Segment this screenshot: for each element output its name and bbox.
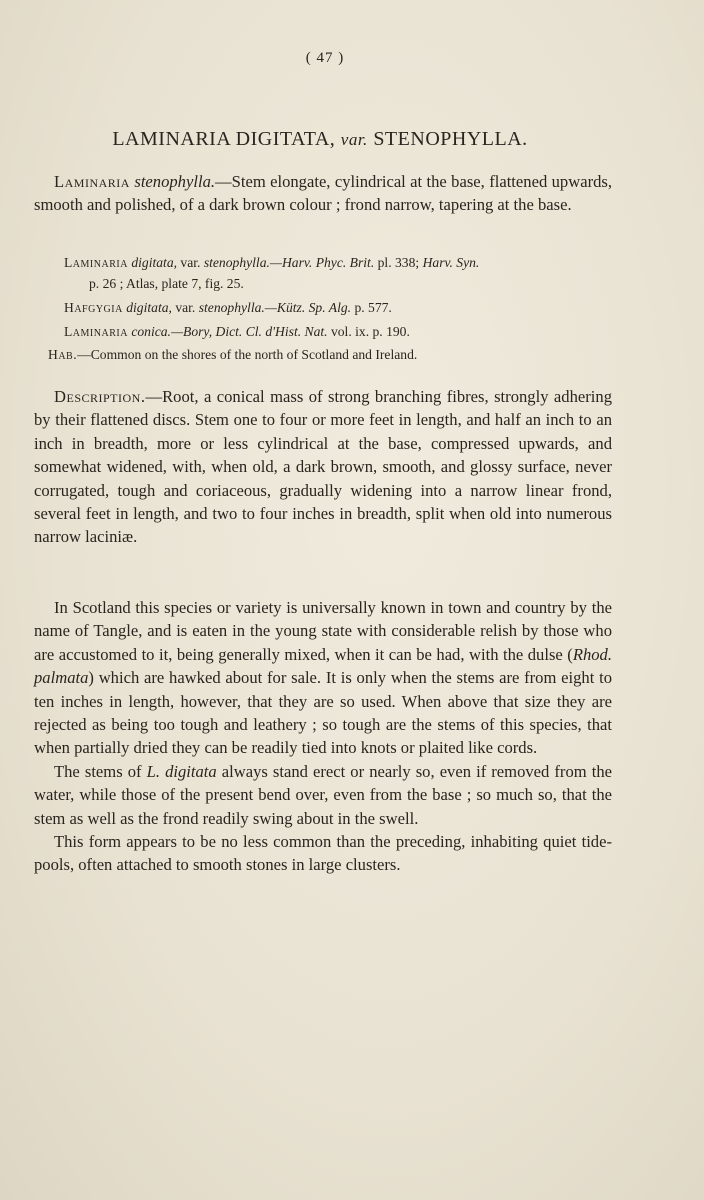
p1-b: ) which are hawked about for sale. It is only when the stems are from eight to ten inches in length, however, that they are so used. When above that size they are rejected as being too tough and leathery ; so tough are the stems of this species, that when partially dried they can be readily tied into knots or plaited like cords. — [34, 668, 612, 758]
intro-species: stenophylla. — [134, 172, 216, 191]
ref3-r1: conica.—Bory, Dict. Cl. d'Hist. Nat. — [127, 324, 328, 339]
ref2-r3: stenophylla.—Kütz. Sp. Alg. — [198, 300, 352, 315]
paragraph-stems — [34, 760, 612, 830]
ref1-r4: pl. 338; — [374, 255, 423, 270]
ref1-continuation: p. 26 ; Atlas, plate 7, fig. 25. — [89, 276, 244, 291]
habitat-text: —Common on the shores of the north of Scotland and Ireland. — [77, 347, 418, 362]
habitat-label: Hab. — [48, 347, 78, 362]
p2-b: always stand erect or nearly so, even if removed from the water, while those of the present bend over, even from the base ; so much so, that the stem as well as the frond readily swing about in the swell. — [34, 761, 612, 828]
description-label: Description. — [54, 387, 146, 406]
page-title — [0, 128, 640, 151]
intro-paragraph — [34, 170, 612, 217]
ref2-r2: var. — [171, 300, 199, 315]
reference-2 — [64, 297, 612, 318]
ref1-r5: Harv. Syn. — [422, 255, 480, 270]
paragraph-form: This form appears to be no less common than the preceding, inhabiting quiet tide-pools, often attached to smooth stones in large clusters. — [34, 832, 612, 875]
ref2-r1: digitata, — [122, 300, 172, 315]
title-part-1: LAMINARIA DIGITATA, — [112, 128, 341, 150]
p2-italic: L. digitata — [146, 761, 217, 781]
intro-text: —Stem elongate, cylindrical at the base, flattened upwards, smooth and polished, of a dark brown colour ; frond narrow, tapering at the base. — [34, 172, 612, 215]
paragraph-tangle — [34, 596, 612, 760]
reference-3 — [64, 321, 612, 342]
ref1-r1: digitata, — [127, 255, 178, 270]
ref1-genus: Laminaria — [64, 255, 128, 270]
reference-1 — [64, 252, 612, 294]
p2-a: The stems of — [54, 761, 147, 781]
p1-italic: Rhod. palmata — [34, 644, 612, 688]
title-part-2: STENOPHYLLA. — [367, 128, 528, 150]
ref1-r2: var. — [177, 255, 204, 270]
ref3-r2: vol. ix. p. 190. — [327, 324, 410, 339]
title-var: var. — [340, 130, 368, 149]
ref1-r3: stenophylla.—Harv. Phyc. Brit. — [203, 255, 375, 270]
page-number: ( 47 ) — [305, 50, 345, 66]
ref3-genus: Laminaria — [64, 324, 128, 339]
description-paragraph — [34, 385, 612, 549]
ref2-r4: p. 577. — [351, 300, 392, 315]
intro-genus: Laminaria — [54, 172, 130, 191]
habitat-line — [48, 345, 608, 365]
body-text — [34, 596, 612, 877]
description-text: —Root, a conical mass of strong branching fibres, strongly adhering by their flattened discs. Stem one to four or more feet in length, and half an inch to an inch in breadth, more or less cylindrical at the base, compressed upwards, and somewhat widened, with, when old, a dark brown, smooth, and glossy surface, never corrugated, tough and coriaceous, gradually widening into a narrow linear frond, several feet in length, and two to four inches in breadth, split when old into numerous narrow laciniæ. — [34, 387, 612, 547]
ref2-genus: Hafgygia — [64, 300, 123, 315]
p1-a: In Scotland this species or variety is universally known in town and country by the name of Tangle, and is eaten in the young state with considerable relish by those who are accustomed to it, being generally mixed, when it can be had, with the dulse ( — [34, 598, 612, 664]
